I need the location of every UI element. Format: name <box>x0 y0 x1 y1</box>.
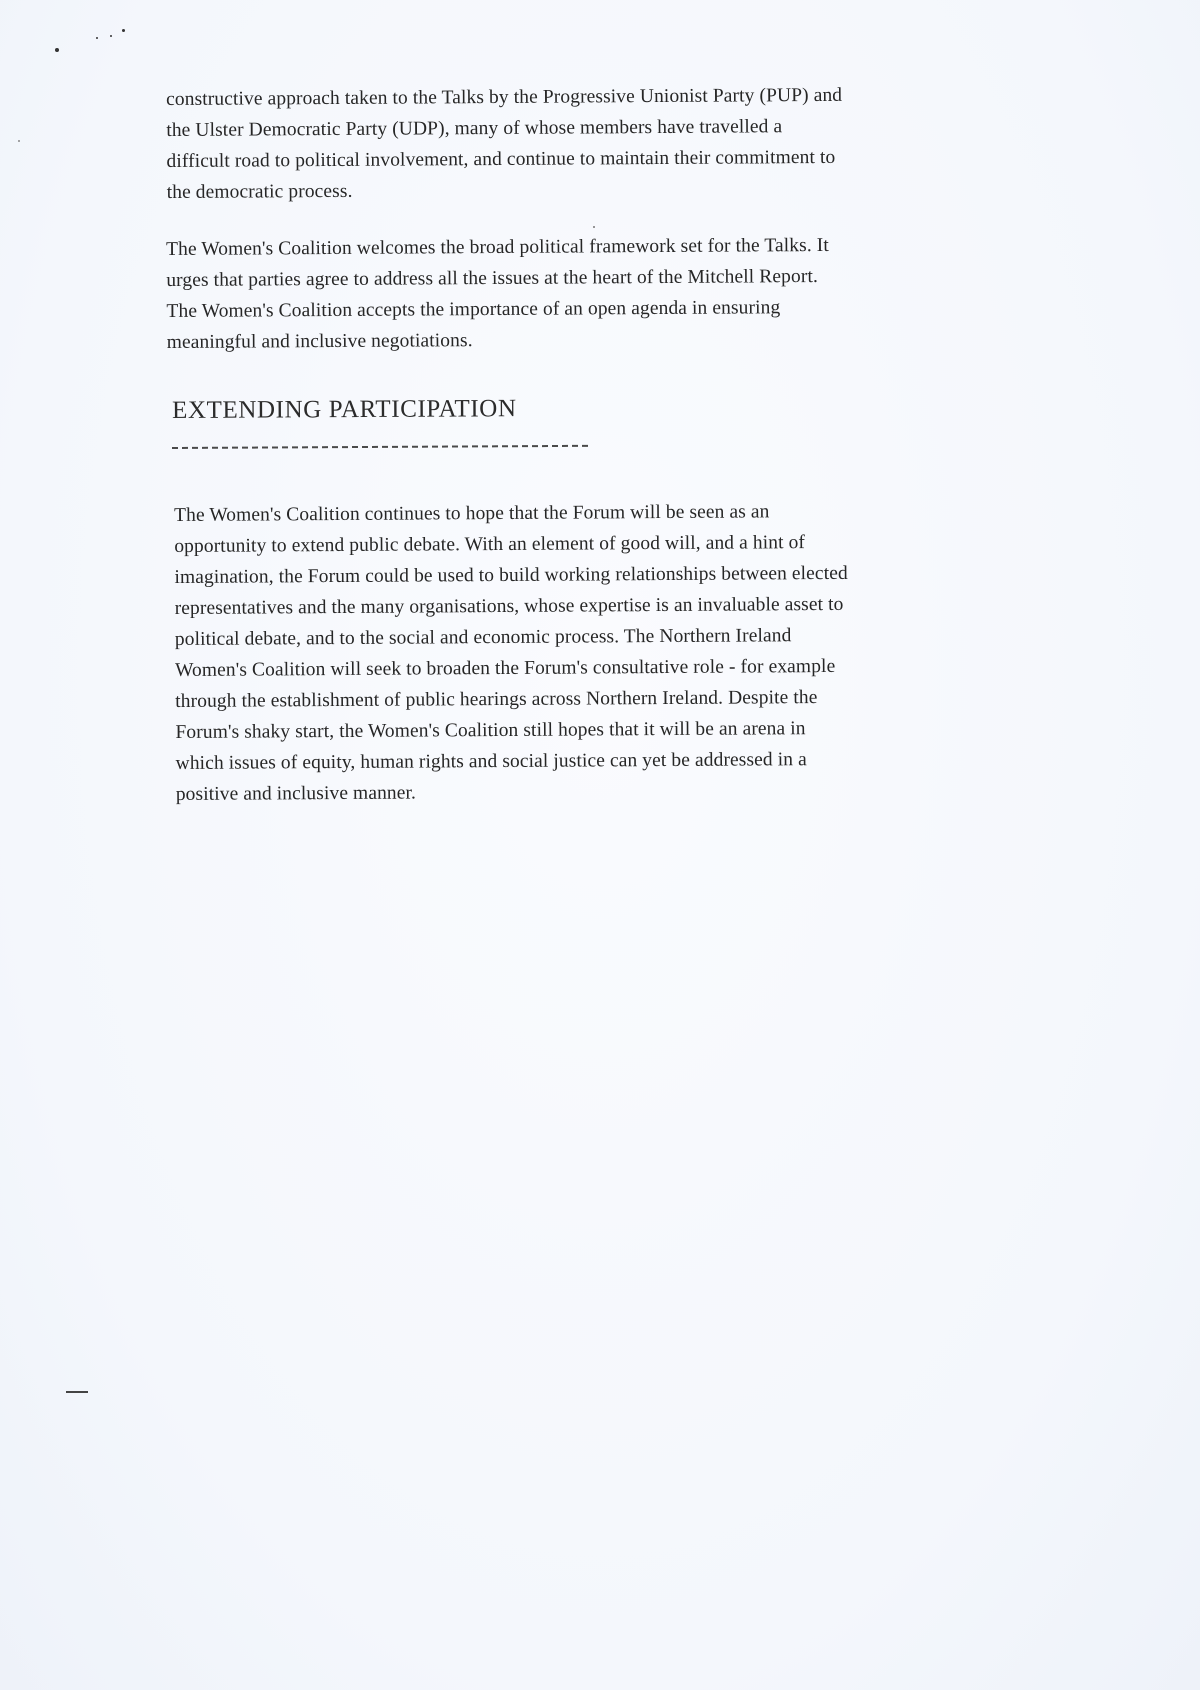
margin-mark <box>66 1391 88 1393</box>
paragraph-text: The Women's Coalition welcomes the broad political framework set for the Talks. It urges that parties agree to address all the issues at the heart of the Mitchell Report. The Women's Coalition accepts the importance of an open agenda in ensuring meaningful and inclusive negotiations. <box>166 234 829 353</box>
scan-speck <box>122 29 125 32</box>
scan-speck <box>96 37 98 39</box>
section-heading: EXTENDING PARTICIPATION <box>172 395 517 424</box>
paragraph-continuation <box>166 79 1047 208</box>
paragraph-forum <box>174 495 1056 810</box>
paragraph-text: The Women's Coalition continues to hope that the Forum will be seen as an opportunity to extend public debate. With an element of good will, and a hint of imagination, the Forum could be used to build working relationships between elected representatives and the many organisations, whose expertise is an invaluable asset to political debate, and to the social and economic process. The Northern Ireland Women's Coalition will seek to broaden the Forum's consultative role - for example through the establishment of public hearings across Northern Ireland. Despite the Forum's shaky start, the Women's Coalition still hopes that it will be an arena in which issues of equity, human rights and social justice can yet be addressed in a positive and inclusive manner. <box>174 501 848 805</box>
scan-speck <box>18 140 20 142</box>
scan-speck <box>110 35 112 37</box>
heading-underline <box>172 445 588 449</box>
paragraph-framework <box>166 229 1047 358</box>
paragraph-text: constructive approach taken to the Talks by the Progressive Unionist Party (PUP) and the Ulster Democratic Party (UDP), many of whose members have travelled a difficult road to political involvement, and continue to maintain their commitment to the democratic process. <box>166 84 843 203</box>
scan-speck <box>55 48 59 52</box>
scan-speck <box>593 226 595 228</box>
